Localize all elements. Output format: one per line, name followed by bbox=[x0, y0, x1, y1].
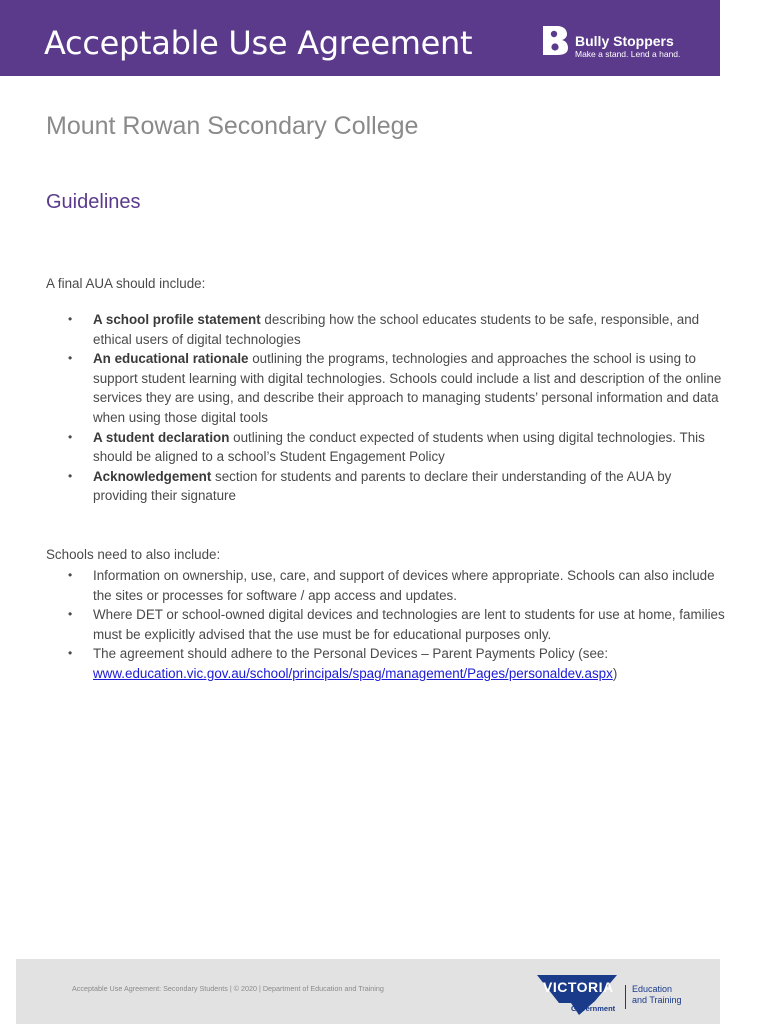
additional-items-list bbox=[46, 566, 726, 684]
required-items-list bbox=[46, 310, 726, 506]
item-bold-label: Acknowledgement bbox=[93, 468, 212, 484]
victoria-subtitle bbox=[571, 997, 615, 1013]
item-bold-label: An educational rationale bbox=[93, 351, 249, 367]
item-bold-label: A student declaration bbox=[93, 429, 230, 445]
link-suffix: ) bbox=[612, 665, 618, 681]
item-text: section for students and parents to declare their understanding of the AUA by providing their signature bbox=[93, 468, 672, 504]
victoria-government-logo bbox=[535, 973, 715, 1017]
list-item bbox=[46, 644, 726, 683]
brand-name: Bully Stoppers bbox=[575, 33, 674, 49]
item-text: The agreement should adhere to the Personal Devices – Parent Payments Policy (see: bbox=[93, 646, 609, 662]
bullet: • bbox=[68, 646, 73, 661]
section-heading: Guidelines bbox=[46, 191, 141, 213]
list-item bbox=[46, 428, 726, 467]
brand-tagline: Make a stand. Lend a hand. bbox=[575, 49, 681, 59]
bullet: • bbox=[68, 607, 73, 622]
item-text: outlining the conduct expected of students when using digital technologies. This should be aligned to a school’s Student Engagement Policy bbox=[93, 429, 705, 465]
list-item bbox=[46, 310, 726, 349]
item-bold-label: A school profile statement bbox=[93, 312, 261, 327]
list-item bbox=[46, 566, 726, 605]
department-name bbox=[632, 984, 682, 1006]
personal-devices-policy-link[interactable]: www.education.vic.gov.au/school/principals/spag/management/Pages/personaldev.aspx bbox=[93, 665, 613, 681]
item-text: Information on ownership, use, care, and support of devices where appropriate. Schools can also include the sites or processes for software / app access and updates. bbox=[93, 568, 715, 603]
also-include-text: Schools need to also include: bbox=[46, 547, 221, 562]
footer bbox=[16, 959, 720, 1024]
item-text: outlining the programs, technologies and approaches the school is using to support student learning with digital technologies. Schools could include a list and description of the online services they are using, and describe their approach to managing students’ personal information and data when using those digital tools bbox=[93, 351, 722, 425]
school-name: Mount Rowan Secondary College bbox=[46, 112, 419, 140]
item-text: describing how the school educates students to be safe, responsible, and ethical users of digital technologies bbox=[93, 312, 700, 347]
victoria-sub-line1: State bbox=[571, 996, 590, 1005]
header-fold bbox=[700, 0, 720, 76]
list-item bbox=[46, 467, 726, 506]
bullet: • bbox=[68, 568, 73, 582]
document-title: Acceptable Use Agreement bbox=[44, 24, 473, 62]
list-item bbox=[46, 605, 726, 644]
list-item bbox=[46, 349, 726, 427]
bullet: • bbox=[68, 351, 73, 366]
footer-text: Acceptable Use Agreement: Secondary Students | © 2020 | Department of Education and Training bbox=[72, 984, 384, 993]
item-text: Where DET or school-owned digital devices and technologies are lent to students for use at home, families must be explicitly advised that the use must be for educational purposes only. bbox=[93, 607, 725, 642]
logo-divider bbox=[625, 985, 626, 1009]
bullet: • bbox=[68, 312, 73, 326]
intro-text: A final AUA should include: bbox=[46, 276, 206, 291]
department-line2: and Training bbox=[632, 995, 682, 1005]
bullet: • bbox=[68, 429, 73, 444]
department-line1: Education bbox=[632, 984, 673, 994]
bullet: • bbox=[68, 468, 73, 483]
victoria-wordmark: VICTORIA bbox=[543, 979, 614, 995]
bully-stoppers-b-icon bbox=[540, 24, 570, 56]
victoria-sub-line2: Government bbox=[571, 1004, 616, 1013]
